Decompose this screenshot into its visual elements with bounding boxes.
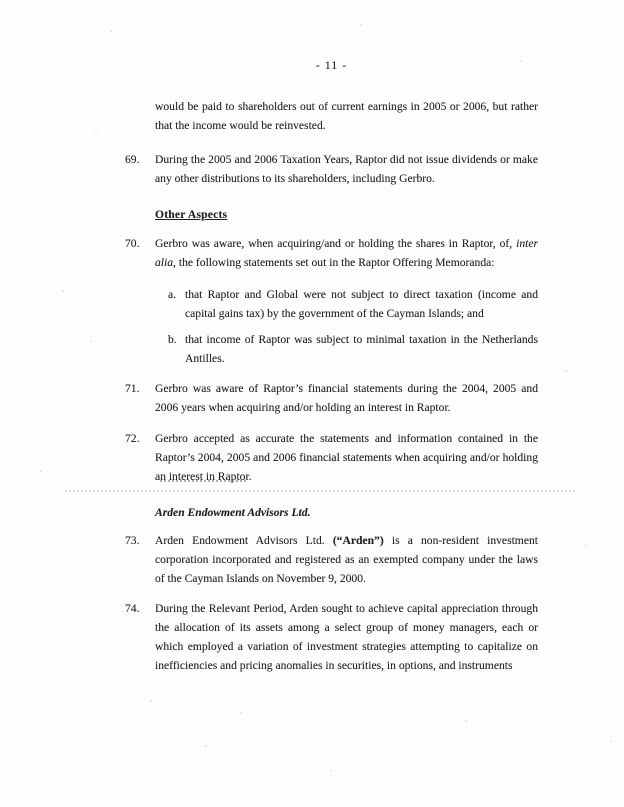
paragraph-text: During the Relevant Period, Arden sought to achieve capital appreciation through the allocation of its assets among a select group of money managers, each or which employed a variation of investment strategies attempting to capitalize on inefficiencies and pricing anomalies in securities, in options, and instruments: [155, 602, 538, 672]
paragraph-text: [155, 234, 538, 272]
text-block: [125, 56, 538, 675]
paragraph-number: 69.: [125, 153, 140, 166]
paragraph-text: Gerbro accepted as accurate the statements and information contained in the Raptor’s 2004, 2005 and 2006 financial statements when acquiring and/or holding an interest in Raptor.: [155, 432, 538, 483]
paragraph-text-post: , the following statements set out in the Raptor Offering Memoranda:: [173, 256, 495, 269]
section-heading-other-aspects: Other Aspects: [155, 208, 228, 221]
paragraph-number: 74.: [125, 602, 140, 615]
paragraph-text: Gerbro was aware of Raptor’s financial statements during the 2004, 2005 and 2006 years when acquiring and/or holding an interest in Raptor.: [155, 382, 538, 414]
paragraph-text-pre: Gerbro was aware, when acquiring/and or holding the shares in Raptor, of,: [155, 237, 517, 250]
paragraph-70: [125, 234, 538, 272]
paragraph-number: 72.: [125, 432, 140, 445]
paragraph-number: 71.: [125, 382, 140, 395]
list-marker: a.: [168, 288, 177, 301]
paragraph-text-pre: Arden Endowment Advisors Ltd.: [155, 534, 333, 547]
paragraph-69: [125, 150, 538, 188]
paragraph-text: During the 2005 and 2006 Taxation Years, Raptor did not issue dividends or make any other distributions to its shareholders, including Gerbro.: [155, 153, 538, 185]
scan-noise-specks: [0, 0, 2, 2]
paragraph-72: [125, 429, 538, 486]
paragraph-number: 70.: [125, 237, 140, 250]
paragraph-71: [125, 379, 538, 417]
defined-term-bold: (“Arden”): [332, 534, 384, 547]
list-item-a: [168, 285, 538, 323]
latin-phrase-italic: inter alia: [155, 237, 538, 269]
list-item-text: that Raptor and Global were not subject to direct taxation (income and capital gains tax) by the government of the Cayman Islands; and: [185, 288, 538, 320]
list-marker: b.: [168, 333, 177, 346]
paragraph-number: 73.: [125, 534, 140, 547]
list-item-text: that income of Raptor was subject to minimal taxation in the Netherlands Antilles.: [185, 333, 538, 365]
paragraph-text-post: is a non-resident investment corporation incorporated and registered as an exempted company under the laws of the Cayman Islands on November 9, 2000.: [155, 534, 538, 585]
paragraph-continuation: would be paid to shareholders out of current earnings in 2005 or 2006, but rather that the income would be reinvested.: [155, 100, 538, 132]
paragraph-73: [125, 531, 538, 588]
paragraph-74: [125, 599, 538, 675]
heading-arden-endowment-advisors: Arden Endowment Advisors Ltd.: [155, 506, 311, 519]
page-number: - 11 -: [315, 58, 348, 72]
paragraph-text: [155, 531, 538, 588]
list-item-b: [168, 330, 538, 368]
